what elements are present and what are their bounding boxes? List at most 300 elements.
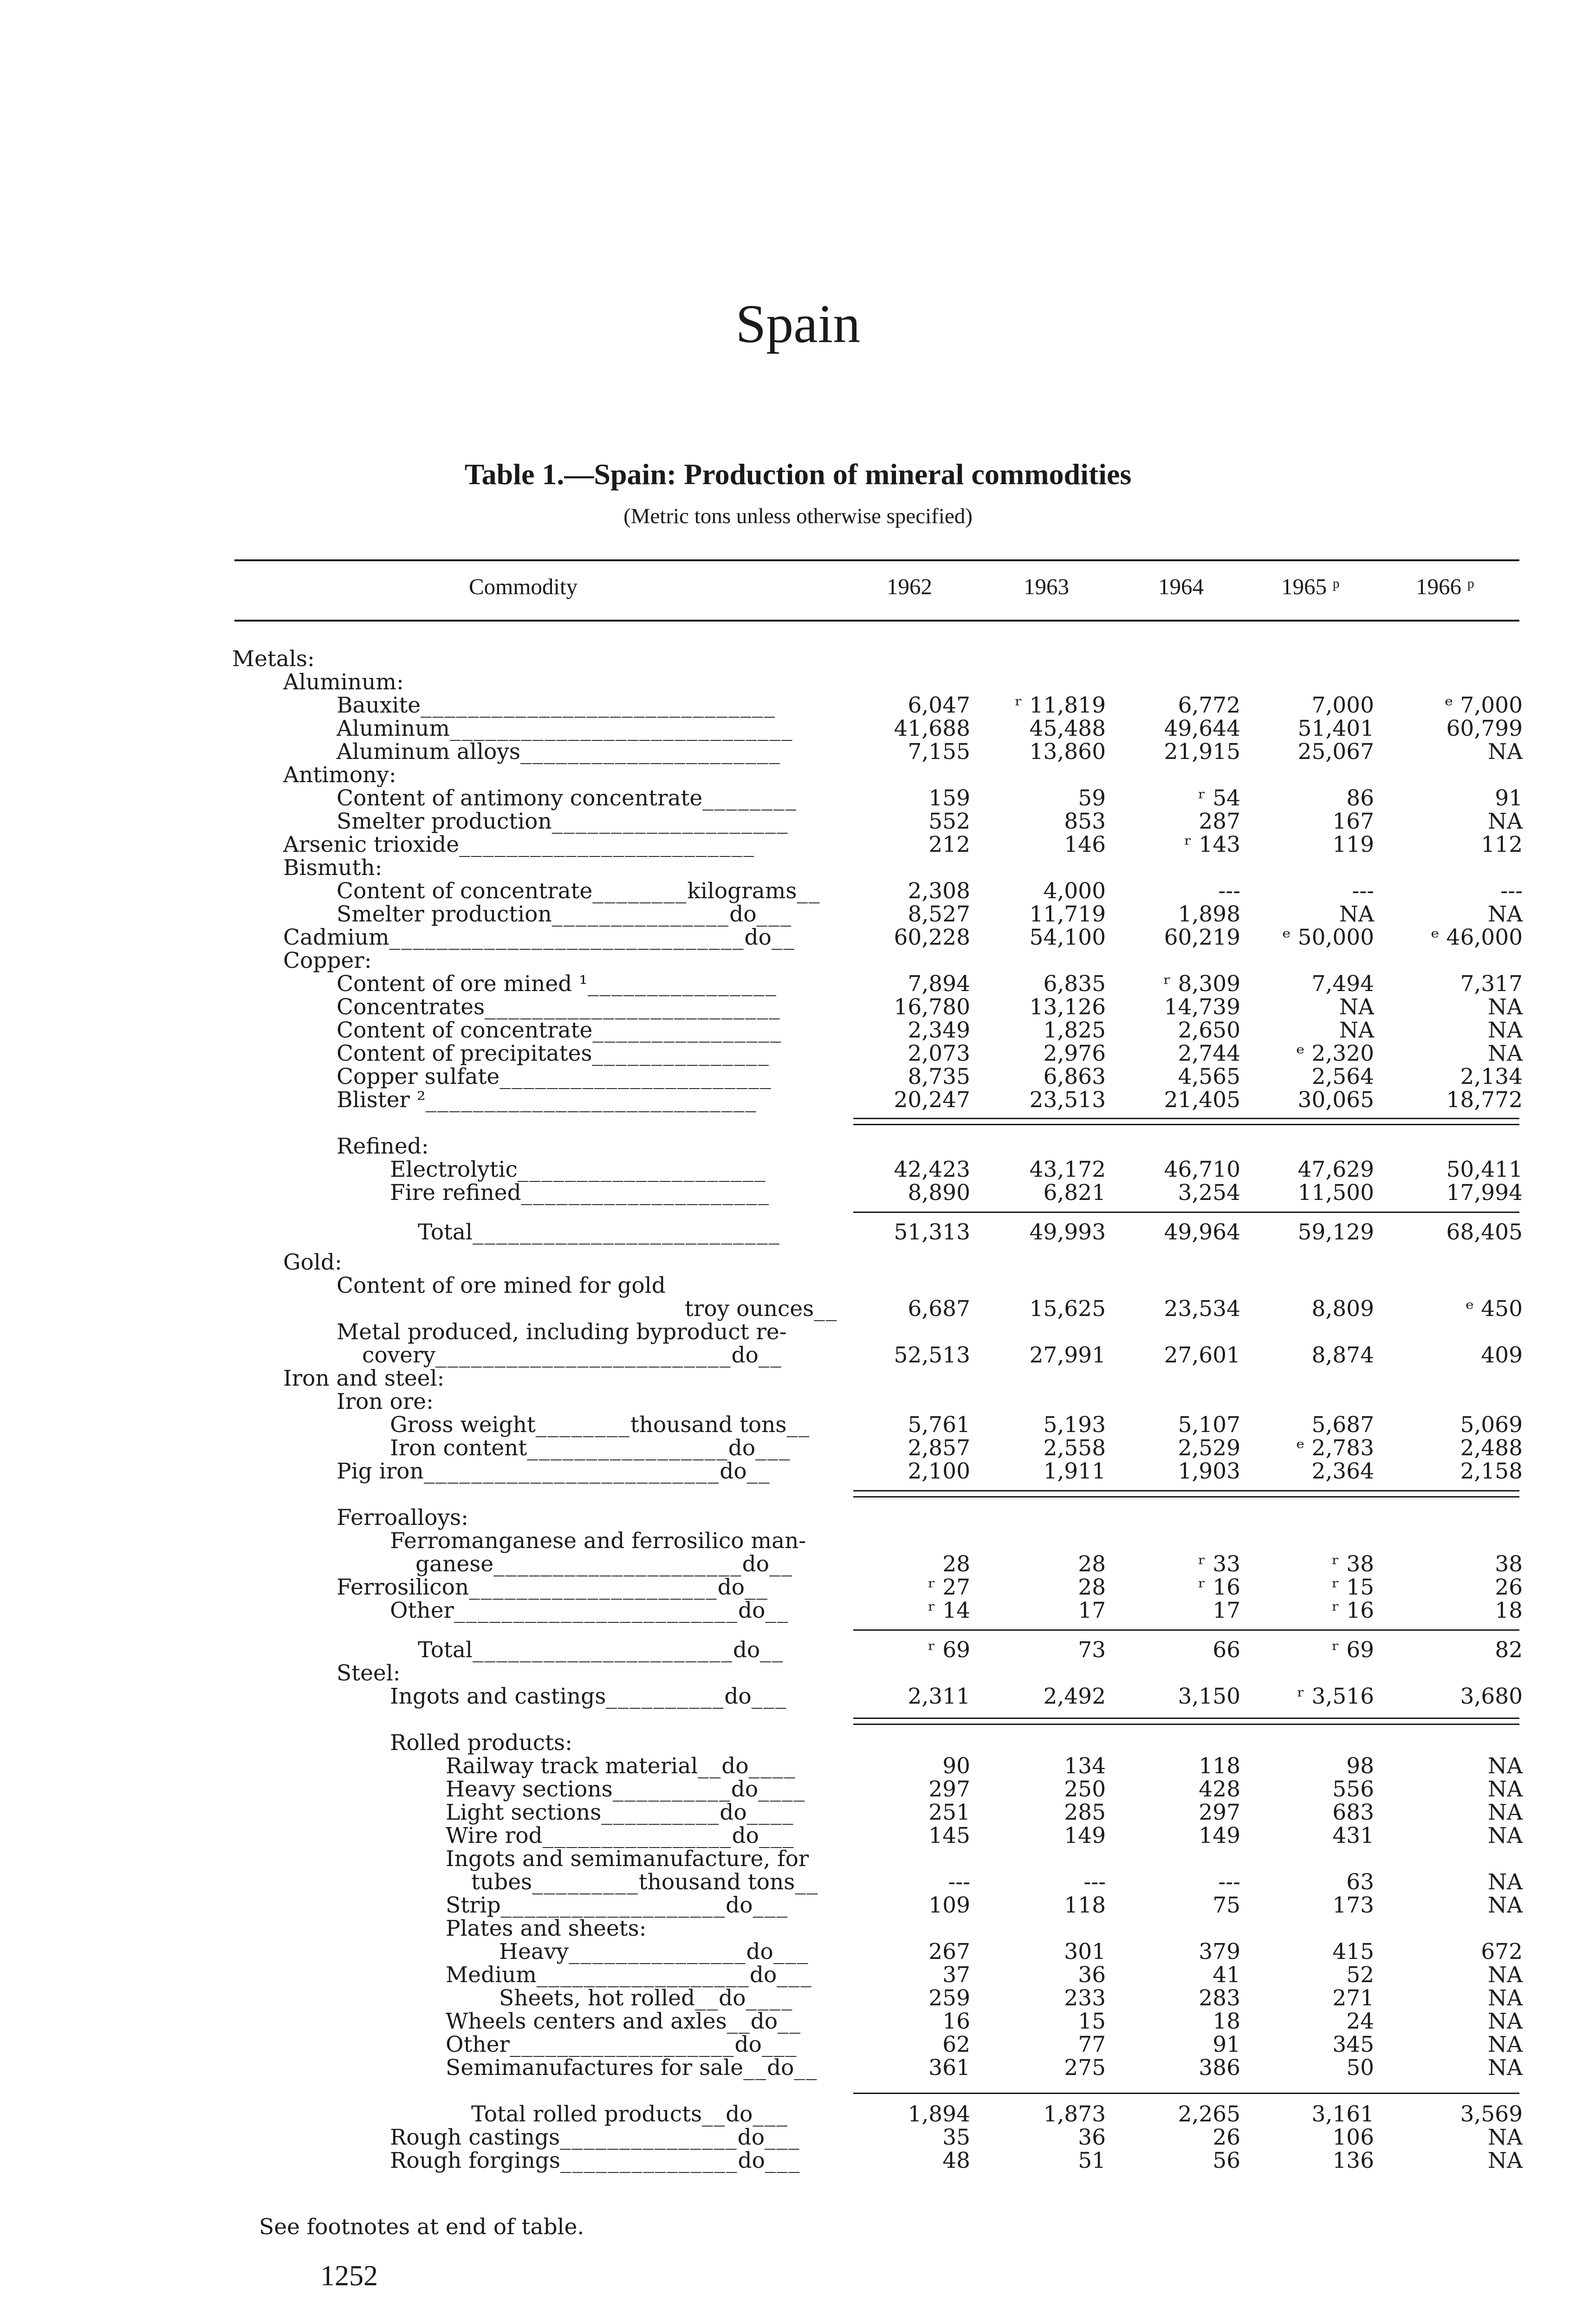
- dot-leader: ________________: [542, 1823, 732, 1848]
- row-label: [337, 810, 789, 833]
- cell-1964: ---: [1218, 878, 1240, 904]
- row-unit: do: [767, 2055, 794, 2081]
- cell-1965: 8,809: [1311, 1296, 1374, 1322]
- dot-leader: ____: [748, 1753, 796, 1779]
- table-row: [0, 1530, 1596, 1553]
- cell-1965: 345: [1332, 2032, 1374, 2057]
- table-row: [0, 787, 1596, 810]
- cell-1965: ---: [1352, 878, 1374, 904]
- row-label: [362, 1344, 782, 1367]
- row-label: [337, 1042, 770, 1065]
- row-label: [283, 1367, 444, 1390]
- cell-1965: NA: [1339, 901, 1374, 927]
- row-unit: do: [724, 1684, 752, 1709]
- cell-1963: 15,625: [1029, 1296, 1106, 1322]
- cell-1963: 23,513: [1029, 1087, 1106, 1113]
- cell-1963: 49,993: [1029, 1219, 1106, 1245]
- row-label: [446, 2056, 817, 2080]
- cell-1966: 50,411: [1446, 1157, 1523, 1182]
- cell-1962: 2,311: [908, 1684, 970, 1709]
- row-label-text: covery: [362, 1342, 436, 1368]
- cell-1963: 59: [1078, 785, 1106, 811]
- row-unit: do: [750, 2009, 778, 2034]
- header-year-1964: 1964: [1158, 574, 1204, 599]
- cell-1963: 2,976: [1043, 1041, 1106, 1066]
- cell-1965: 30,065: [1298, 1087, 1374, 1113]
- dot-leader: _______________: [568, 1939, 746, 1964]
- cell-1964: 5,107: [1178, 1412, 1240, 1438]
- cell-1966: NA: [1487, 994, 1523, 1020]
- dot-leader: ____: [746, 1985, 793, 2011]
- cell-1964: 21,915: [1164, 739, 1240, 765]
- table-row: [0, 1274, 1596, 1297]
- table-row: [0, 2126, 1596, 2149]
- row-label-text: Smelter production: [337, 809, 552, 834]
- table-row: [0, 764, 1596, 787]
- cell-1964: 60,219: [1164, 925, 1240, 950]
- row-label: [390, 1413, 811, 1437]
- dot-leader: ______________________________: [389, 925, 745, 950]
- dot-leader: ___: [756, 901, 792, 927]
- cell-1963: 51: [1078, 2148, 1106, 2173]
- row-label-text: Light sections: [446, 1800, 602, 1825]
- table-row: [0, 996, 1596, 1019]
- row-label-text: Copper sulfate: [337, 1064, 500, 1089]
- dot-leader: ___: [765, 2125, 800, 2150]
- cell-1962: 2,308: [908, 878, 970, 904]
- dot-leader: ____________________: [551, 809, 789, 834]
- row-label-text: Aluminum: [337, 716, 450, 741]
- cell-1963: 13,126: [1029, 994, 1106, 1020]
- cell-1962: 60,228: [894, 925, 970, 950]
- cell-1962: 8,890: [908, 1180, 970, 1206]
- table-row: [0, 1158, 1596, 1181]
- cell-1962: 20,247: [894, 1087, 970, 1113]
- dot-leader: ________: [535, 1412, 630, 1438]
- cell-1966: 91: [1495, 785, 1523, 811]
- row-unit: do: [746, 1939, 773, 1964]
- table-row: [0, 1181, 1596, 1205]
- row-label-text: Wire rod: [446, 1823, 543, 1848]
- row-label-text: ganese: [415, 1551, 494, 1577]
- cell-1963: 275: [1064, 2055, 1106, 2081]
- table-row: [0, 903, 1596, 926]
- table-row: [0, 740, 1596, 764]
- cell-1966: NA: [1487, 1753, 1523, 1779]
- row-label: [337, 740, 781, 764]
- row-label-text: Arsenic trioxide: [283, 832, 460, 857]
- row-unit: do: [731, 1342, 759, 1368]
- row-label-text: Total rolled products: [471, 2101, 702, 2127]
- page-title: Spain: [735, 293, 861, 354]
- cell-1965: ᵉ 50,000: [1282, 925, 1374, 950]
- cell-1962: 2,100: [908, 1459, 970, 1484]
- row-label: [390, 1158, 766, 1181]
- dot-leader: ________________________: [454, 1598, 738, 1623]
- row-label-text: troy ounces: [685, 1296, 814, 1322]
- cell-1962: 2,857: [908, 1435, 970, 1461]
- table-row: [0, 1089, 1596, 1112]
- cell-1962: 145: [928, 1823, 970, 1848]
- table-row: [0, 949, 1596, 972]
- cell-1966: NA: [1487, 1893, 1523, 1918]
- dot-leader: ___: [751, 1684, 787, 1709]
- cell-1965: ʳ 3,516: [1297, 1684, 1374, 1709]
- cell-1964: ---: [1218, 1869, 1240, 1895]
- cell-1965: 167: [1332, 809, 1374, 834]
- cell-1962: 51,313: [894, 1219, 970, 1245]
- cell-1966: NA: [1487, 901, 1523, 927]
- table-row: [0, 1871, 1596, 1894]
- table-row: [0, 694, 1596, 717]
- dot-leader: ____: [758, 1776, 806, 1802]
- cell-1965: ʳ 38: [1331, 1551, 1374, 1577]
- cell-1965: 25,067: [1298, 739, 1374, 765]
- row-label-text: Content of concentrate: [337, 1018, 593, 1043]
- cell-1964: 27,601: [1164, 1342, 1240, 1368]
- row-label-text: Blister ²: [337, 1087, 426, 1113]
- row-label: [471, 2103, 788, 2126]
- cell-1964: 118: [1199, 1753, 1240, 1779]
- cell-1962: 552: [928, 809, 970, 834]
- cell-1962: 251: [928, 1800, 970, 1825]
- cell-1966: NA: [1487, 1018, 1523, 1043]
- total-rule: [853, 1629, 1519, 1631]
- dot-leader: _____________________: [493, 1551, 742, 1577]
- row-label-text: Total: [418, 1637, 473, 1663]
- cell-1965: 5,687: [1311, 1412, 1374, 1438]
- cell-1963: 43,172: [1029, 1157, 1106, 1182]
- table-row: [0, 1917, 1596, 1940]
- row-label-text: Other: [446, 2032, 510, 2057]
- dot-leader: ____________________________: [425, 1087, 757, 1113]
- row-unit: do: [726, 2101, 753, 2127]
- dot-leader: ___: [759, 1823, 795, 1848]
- table-row: [0, 2103, 1596, 2126]
- table-row: [0, 880, 1596, 903]
- cell-1964: ʳ 54: [1198, 785, 1240, 811]
- dot-leader: __: [746, 1459, 771, 1484]
- cell-1962: 1,894: [908, 2101, 970, 2127]
- table-row: [0, 1042, 1596, 1065]
- row-label-text: Rough castings: [390, 2125, 560, 2150]
- cell-1966: NA: [1487, 1776, 1523, 1802]
- row-label-text: Ferrosilicon: [337, 1575, 469, 1600]
- cell-1963: 36: [1078, 1962, 1106, 1988]
- cell-1964: 18: [1213, 2009, 1240, 2034]
- dot-leader: __: [702, 2101, 726, 2127]
- cell-1966: 2,158: [1460, 1459, 1523, 1484]
- cell-1964: 26: [1213, 2125, 1240, 2150]
- table-row: [0, 810, 1596, 833]
- cell-1963: 6,863: [1043, 1064, 1106, 1089]
- cell-1963: 1,825: [1043, 1018, 1106, 1043]
- row-label: [337, 996, 781, 1019]
- row-label: [283, 833, 755, 856]
- row-unit: do: [744, 925, 772, 950]
- row-label: [283, 671, 404, 694]
- dot-leader: _______________________: [500, 1064, 772, 1089]
- row-label: [337, 1576, 768, 1599]
- dot-leader: ___: [753, 1893, 789, 1918]
- cell-1964: 23,534: [1164, 1296, 1240, 1322]
- row-label: [337, 1321, 787, 1344]
- row-label: [418, 1639, 784, 1662]
- row-label: [499, 1987, 793, 2010]
- row-unit: do: [726, 1893, 753, 1918]
- cell-1966: ᵉ 46,000: [1431, 925, 1523, 950]
- cell-1965: 86: [1346, 785, 1374, 811]
- dot-leader: ___________________: [500, 1893, 726, 1918]
- dot-leader: __: [786, 1412, 811, 1438]
- cell-1966: NA: [1487, 1041, 1523, 1066]
- dot-leader: ___: [753, 2101, 788, 2127]
- table-row: [0, 2149, 1596, 2172]
- cell-1964: 4,565: [1178, 1064, 1240, 1089]
- row-unit: do: [729, 901, 757, 927]
- row-label: [283, 764, 396, 787]
- dot-leader: ________: [592, 878, 688, 904]
- table-row: [0, 1778, 1596, 1801]
- row-label-text: Antimony:: [283, 762, 396, 788]
- cell-1962: 62: [942, 2032, 970, 2057]
- cell-1965: NA: [1339, 994, 1374, 1020]
- cell-1962: 42,423: [894, 1157, 970, 1182]
- row-label: [283, 949, 372, 972]
- table-subcaption: (Metric tons unless otherwise specified): [623, 504, 973, 528]
- cell-1963: 285: [1064, 1800, 1106, 1825]
- row-unit: kilograms: [687, 878, 797, 904]
- cell-1966: 2,488: [1460, 1435, 1523, 1461]
- dot-leader: _________________________: [459, 832, 755, 857]
- row-label-text: Content of ore mined for gold: [337, 1273, 666, 1298]
- table-row: [0, 1506, 1596, 1530]
- cell-1963: 28: [1078, 1551, 1106, 1577]
- cell-1962: 159: [928, 785, 970, 811]
- row-label: [446, 1801, 794, 1824]
- dot-leader: __: [760, 1637, 784, 1663]
- row-label-text: Fire refined: [390, 1180, 521, 1206]
- cell-1962: 361: [928, 2055, 970, 2081]
- cell-1963: 233: [1064, 1985, 1106, 2011]
- row-label-text: Smelter production: [337, 901, 552, 927]
- row-label-text: tubes: [471, 1869, 532, 1895]
- dot-leader: __________: [606, 1684, 725, 1709]
- cell-1966: 17,994: [1446, 1180, 1523, 1206]
- cell-1966: 3,569: [1460, 2101, 1523, 2127]
- table-row: [0, 1135, 1596, 1158]
- cell-1962: ʳ 69: [928, 1637, 970, 1663]
- cell-1964: 14,739: [1164, 994, 1240, 1020]
- row-label: [499, 1940, 809, 1964]
- cell-1963: ʳ 11,819: [1015, 693, 1106, 718]
- row-label-text: Sheets, hot rolled: [499, 1985, 695, 2011]
- table-row: [0, 856, 1596, 880]
- row-label-text: Iron ore:: [337, 1389, 434, 1414]
- row-label: [390, 1599, 789, 1622]
- cell-1964: 428: [1199, 1776, 1240, 1802]
- page-number: 1252: [320, 2260, 378, 2292]
- dot-leader: __: [797, 878, 821, 904]
- row-unit: do: [721, 1753, 749, 1779]
- cell-1963: 301: [1064, 1939, 1106, 1964]
- row-unit: do: [738, 1598, 766, 1623]
- footnote-reference: See footnotes at end of table.: [259, 2214, 584, 2240]
- cell-1966: 112: [1481, 832, 1523, 857]
- dot-leader: _________________: [527, 1435, 728, 1461]
- row-label: [337, 717, 793, 740]
- dot-leader: __: [769, 1551, 793, 1577]
- cell-1964: 46,710: [1164, 1157, 1240, 1182]
- table-row: [0, 671, 1596, 694]
- row-unit: do: [749, 1962, 777, 1988]
- row-label: [446, 1755, 796, 1778]
- row-label: [337, 1065, 772, 1089]
- cell-1964: 149: [1199, 1823, 1240, 1848]
- cell-1963: 2,558: [1043, 1435, 1106, 1461]
- cell-1965: 2,364: [1311, 1459, 1374, 1484]
- cell-1966: NA: [1487, 809, 1523, 834]
- dot-leader: __: [765, 1598, 789, 1623]
- cell-1966: NA: [1487, 2148, 1523, 2173]
- row-label: [232, 648, 315, 671]
- row-label: [390, 1685, 787, 1708]
- dot-leader: _____________________: [521, 1180, 770, 1206]
- row-label: [446, 2033, 797, 2056]
- cell-1962: 297: [928, 1776, 970, 1802]
- cell-1966: NA: [1487, 739, 1523, 765]
- dot-leader: __: [795, 1869, 819, 1895]
- cell-1966: 18: [1495, 1598, 1523, 1623]
- cell-1963: 853: [1064, 809, 1106, 834]
- table-row: [0, 1987, 1596, 2010]
- dot-leader: _________________________: [485, 994, 781, 1020]
- table-row: [0, 2033, 1596, 2056]
- row-label-text: Rolled products:: [390, 1730, 572, 1756]
- cell-1964: 1,903: [1178, 1459, 1240, 1484]
- cell-1965: NA: [1339, 1018, 1374, 1043]
- dot-leader: ___: [761, 2032, 798, 2057]
- dot-leader: __: [778, 2009, 802, 2034]
- cell-1966: 68,405: [1446, 1219, 1523, 1245]
- table-row: [0, 1755, 1596, 1778]
- row-unit: do: [732, 1823, 759, 1848]
- row-label: [337, 972, 777, 996]
- row-label-text: Ferromanganese and ferrosilico man-: [390, 1528, 806, 1554]
- table-row: [0, 2056, 1596, 2080]
- row-label-text: Other: [390, 1598, 454, 1623]
- cell-1963: 11,719: [1029, 901, 1106, 927]
- table-caption: Table 1.—Spain: Production of mineral commodities: [464, 458, 1132, 491]
- table-row: [0, 1221, 1596, 1244]
- row-label: [446, 1964, 812, 1987]
- table-row: [0, 1576, 1596, 1599]
- cell-1964: 17: [1213, 1598, 1240, 1623]
- dot-leader: ___: [765, 2148, 801, 2173]
- table-row: [0, 1297, 1596, 1321]
- cell-1963: 118: [1064, 1893, 1106, 1918]
- row-label: [283, 1251, 342, 1274]
- cell-1963: 77: [1078, 2032, 1106, 2057]
- cell-1964: 41: [1213, 1962, 1240, 1988]
- cell-1962: 48: [942, 2148, 970, 2173]
- cell-1962: 2,349: [908, 1018, 970, 1043]
- row-label: [337, 1506, 468, 1530]
- cell-1964: ʳ 143: [1184, 832, 1240, 857]
- table-row: [0, 1685, 1596, 1708]
- cell-1962: 41,688: [894, 716, 970, 741]
- row-label-text: Iron and steel:: [283, 1366, 445, 1391]
- cell-1966: ---: [1500, 878, 1523, 904]
- row-label-text: Iron content: [390, 1435, 527, 1461]
- cell-1966: 60,799: [1446, 716, 1523, 741]
- dot-leader: _________________________: [435, 1342, 732, 1368]
- row-label-text: Aluminum:: [283, 669, 404, 695]
- table-row: [0, 1894, 1596, 1917]
- table-row: [0, 1731, 1596, 1755]
- table-row: [0, 926, 1596, 949]
- row-label: [283, 856, 383, 880]
- header-year-1966: 1966 ᵖ: [1416, 574, 1474, 599]
- cell-1964: ʳ 33: [1198, 1551, 1240, 1577]
- cell-1963: 17: [1078, 1598, 1106, 1623]
- total-rule: [853, 1212, 1519, 1213]
- cell-1966: NA: [1487, 1985, 1523, 2011]
- cell-1965: 59,129: [1298, 1219, 1374, 1245]
- cell-1966: 5,069: [1460, 1412, 1523, 1438]
- row-label-text: Ingots and castings: [390, 1684, 606, 1709]
- dot-leader: _______________: [592, 1041, 770, 1066]
- row-label-text: Ingots and semimanufacture, for: [446, 1846, 809, 1872]
- cell-1966: NA: [1487, 2032, 1523, 2057]
- table-row: [0, 1964, 1596, 1987]
- table-row: [0, 1801, 1596, 1824]
- dot-leader: __________________: [536, 1962, 750, 1988]
- cell-1962: 52,513: [894, 1342, 970, 1368]
- cell-1964: 21,405: [1164, 1087, 1240, 1113]
- cell-1965: ʳ 69: [1331, 1637, 1374, 1663]
- dot-leader: __: [794, 2055, 818, 2081]
- cell-1965: 51,401: [1298, 716, 1374, 741]
- cell-1964: 6,772: [1178, 693, 1240, 718]
- cell-1965: 431: [1332, 1823, 1374, 1848]
- row-label-text: Gold:: [283, 1250, 342, 1275]
- dot-leader: ______________________________: [421, 693, 776, 718]
- cell-1963: 5,193: [1043, 1412, 1106, 1438]
- cell-1965: ʳ 15: [1331, 1575, 1374, 1600]
- cell-1964: 2,650: [1178, 1018, 1240, 1043]
- table-row: [0, 1437, 1596, 1460]
- cell-1963: 2,492: [1043, 1684, 1106, 1709]
- cell-1965: 136: [1332, 2148, 1374, 2173]
- cell-1963: 6,835: [1043, 971, 1106, 997]
- row-unit: do: [738, 2148, 765, 2173]
- cell-1966: 2,134: [1460, 1064, 1523, 1089]
- cell-1962: ---: [948, 1869, 970, 1895]
- row-label: [283, 926, 795, 949]
- cell-1966: NA: [1487, 2125, 1523, 2150]
- cell-1964: 283: [1199, 1985, 1240, 2011]
- row-label: [446, 1917, 647, 1940]
- dot-leader: __: [695, 1985, 719, 2011]
- cell-1964: 287: [1199, 809, 1240, 834]
- row-label-text: Metals:: [232, 646, 315, 672]
- table-row: [0, 1065, 1596, 1089]
- row-unit: do: [720, 1800, 747, 1825]
- table-row: [0, 1848, 1596, 1871]
- row-unit: thousand tons: [630, 1412, 787, 1438]
- row-label: [390, 2149, 800, 2172]
